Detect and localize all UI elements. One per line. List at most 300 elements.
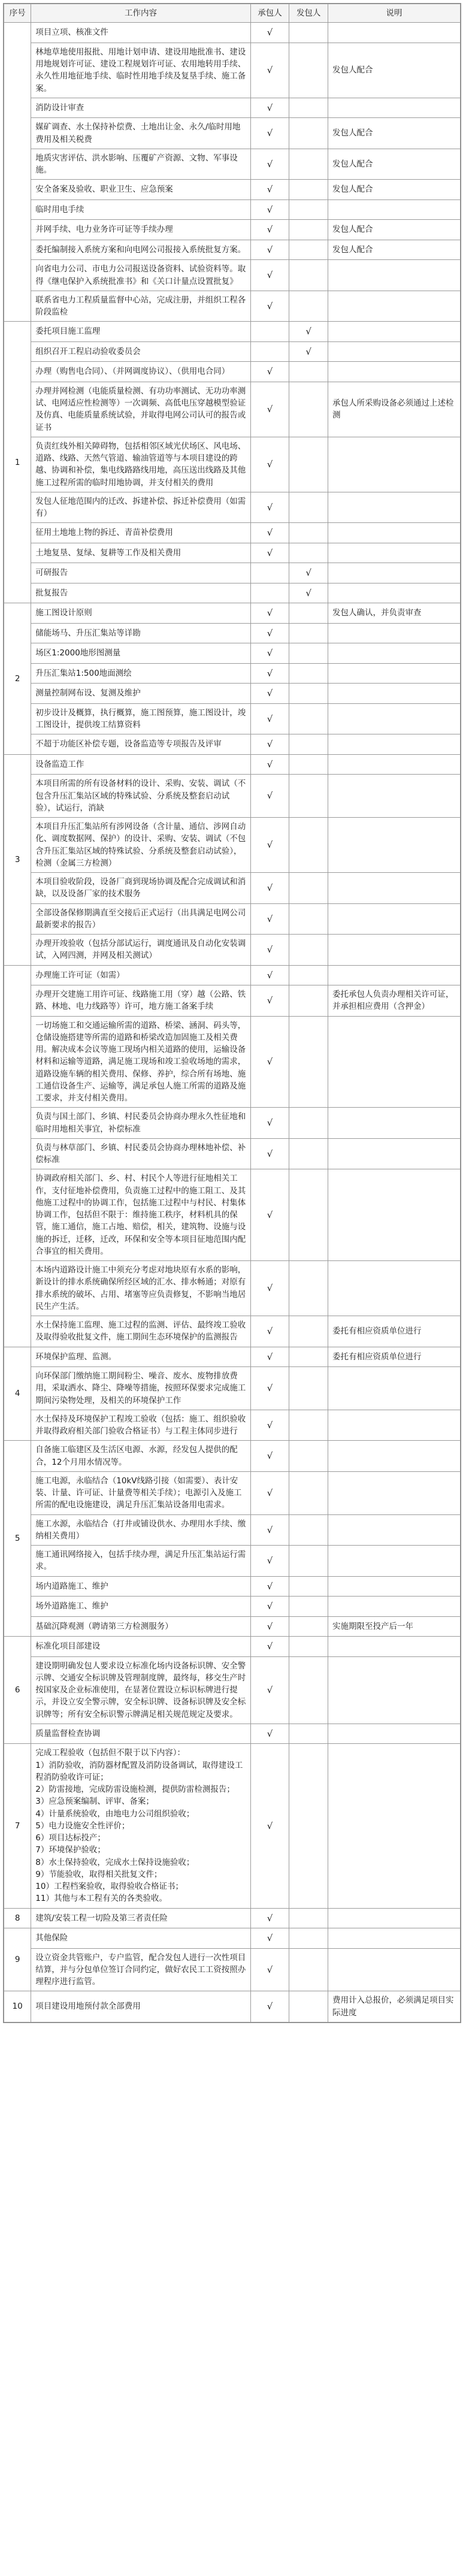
row-contractor-mark: √	[250, 362, 289, 382]
row-work-content: 建设期明确发包人要求设立标准化场内设备标识牌、安全警示牌、交通安全标识牌及管理制度牌，最终每，移交生产时按国家及企业标准使用，在显著位置设立标识标牌进行提示，并设立安全警示牌，安全标识牌、设备标识牌及安全标识牌等；所有安全标识警示牌满足相关规范规定及要求。	[31, 1656, 250, 1724]
row-work-content: 自备施工临建区及生活区电源、水源，经发包人提供的配合，12个月用水情况等。	[31, 1441, 250, 1472]
row-work-content: 媒矿调查、水土保持补偿费、土地出让金、永久/临时用地费用及相关税费	[31, 118, 250, 149]
row-contractor-mark: √	[250, 1016, 289, 1108]
row-employer-mark	[289, 23, 328, 43]
row-note: 发包人配合	[328, 149, 461, 180]
row-work-content: 不超于功能区补偿专题，设备监造等专项报告及评审	[31, 734, 250, 755]
row-contractor-mark: √	[250, 703, 289, 734]
table-row	[4, 260, 461, 291]
row-employer-mark: √	[289, 322, 328, 342]
table-row	[4, 603, 461, 624]
row-employer-mark	[289, 492, 328, 523]
row-employer-mark	[289, 118, 328, 149]
table-row	[4, 965, 461, 985]
row-employer-mark	[289, 199, 328, 220]
row-work-content: 委托编制接入系统方案和向电网公司报接入系统批复方案。	[31, 240, 250, 260]
row-note	[328, 1471, 461, 1514]
row-employer-mark	[289, 437, 328, 492]
row-note	[328, 734, 461, 755]
row-contractor-mark: √	[250, 1410, 289, 1441]
row-work-content: 组织召开工程启动验收委员会	[31, 341, 250, 362]
row-contractor-mark: √	[250, 754, 289, 775]
row-note	[328, 1441, 461, 1472]
row-seq	[4, 965, 31, 1347]
row-note	[328, 98, 461, 118]
row-note	[328, 1576, 461, 1597]
row-note: 委托承包人负责办理相关许可证，并承担相应费用（含押金）	[328, 985, 461, 1017]
row-note	[328, 322, 461, 342]
row-employer-mark	[289, 543, 328, 563]
work-division-table	[4, 4, 461, 2022]
row-work-content: 临时用电手续	[31, 199, 250, 220]
row-work-content: 场内道路施工、维护	[31, 1576, 250, 1597]
row-employer-mark	[289, 1441, 328, 1472]
row-contractor-mark: √	[250, 1471, 289, 1514]
table-row	[4, 180, 461, 200]
row-work-content: 储能场马、升压汇集站等详勘	[31, 623, 250, 643]
row-contractor-mark: √	[250, 1637, 289, 1657]
row-contractor-mark: √	[250, 873, 289, 904]
row-contractor-mark: √	[250, 43, 289, 98]
row-work-content: 本场内道路设计施工中须充分考虑对地块原有水系的影响，新设计的排水系统确保所经区域的汇水、排水畅通；对原有排水系统的破坏、占用、堵塞等应负责修复，不影响当地居民生产生活。	[31, 1261, 250, 1316]
table-row	[4, 1261, 461, 1316]
table-row	[4, 149, 461, 180]
row-seq: 10	[4, 1991, 31, 2022]
table-body	[4, 23, 461, 2022]
table-row	[4, 118, 461, 149]
row-work-content: 场区1:2000地形图测量	[31, 643, 250, 664]
row-note	[328, 775, 461, 818]
table-row	[4, 543, 461, 563]
row-contractor-mark: √	[250, 1991, 289, 2022]
row-work-content: 向省电力公司、市电力公司报送设备资料、试验资料等。取得《继电保护入系统批准书》和《关口计量点设置批复》	[31, 260, 250, 291]
header-seq: 序号	[4, 4, 31, 23]
row-note	[328, 754, 461, 775]
row-note	[328, 341, 461, 362]
row-employer-mark	[289, 703, 328, 734]
row-contractor-mark: √	[250, 23, 289, 43]
row-note: 发包人配合	[328, 220, 461, 240]
row-employer-mark	[289, 603, 328, 624]
row-work-content: 向环保部门缴纳施工期间粉尘、噪音、废水、废物排放费用，采取洒水、降尘、降噪等措施，按照环保要求完成施工期间污染物处理，及相关的环境保护工作	[31, 1367, 250, 1410]
table-row	[4, 1724, 461, 1744]
row-seq: 2	[4, 603, 31, 755]
row-note: 委托有相应资质单位进行	[328, 1347, 461, 1367]
row-work-content: 办理施工许可证（如需）	[31, 965, 250, 985]
row-work-content: 委托项目施工监理	[31, 322, 250, 342]
row-employer-mark	[289, 362, 328, 382]
table-row	[4, 1138, 461, 1169]
table-row	[4, 985, 461, 1017]
row-work-content: 环境保护监理、监测。	[31, 1347, 250, 1367]
row-seq: 3	[4, 754, 31, 965]
row-contractor-mark: √	[250, 603, 289, 624]
row-work-content: 标准化项目部建设	[31, 1637, 250, 1657]
row-note	[328, 1108, 461, 1139]
row-work-content: 场外道路施工、维护	[31, 1597, 250, 1617]
row-work-content: 完成工程验收（包括但不限于以下内容）： 1）消防验收，消防器材配置及消防设备调试，取得建设工程消防验收许可证； 2）防雷接地，完成防雷设施检测，提供防雷检测报告； 3）应急预案编制、评审、备案； 4）计量系统验收，由地电力公司组织验收； 5）电力设施安全性评价； 6）项目达标投产； 7）环境保护验收； 8）水土保持验收，完成水土保持设施验收； 9）节能验收，取得相关批复文件； 10）工程档案验收，取得验收合格证书； 11）其他与本工程有关的各类验收。	[31, 1744, 250, 1908]
table-row	[4, 623, 461, 643]
row-contractor-mark: √	[250, 985, 289, 1017]
table-row	[4, 1576, 461, 1597]
row-contractor-mark	[250, 322, 289, 342]
row-contractor-mark: √	[250, 1724, 289, 1744]
table-row	[4, 322, 461, 342]
row-employer-mark: √	[289, 563, 328, 583]
row-contractor-mark: √	[250, 291, 289, 322]
row-note	[328, 523, 461, 543]
row-contractor-mark: √	[250, 1514, 289, 1546]
row-note	[328, 260, 461, 291]
table-row	[4, 703, 461, 734]
table-row	[4, 1471, 461, 1514]
row-work-content: 办理开竣验收（包括分部试运行，调度通讯及自动化安装调试，入网四测，并网及相关测试）	[31, 935, 250, 966]
row-work-content: 施工图设计原则	[31, 603, 250, 624]
row-work-content: 办理并网检测（电能质量检测、有功功率测试、无功功率测试、电网适应性检测等）一次调频、高低电压穿越模型验证及仿真、电能质量系统试验，并取得电网公司认可的报告或证书	[31, 382, 250, 437]
row-contractor-mark: √	[250, 1367, 289, 1410]
row-note	[328, 1724, 461, 1744]
row-note	[328, 1169, 461, 1261]
row-employer-mark	[289, 903, 328, 935]
row-employer-mark	[289, 1656, 328, 1724]
row-seq: 1	[4, 322, 31, 603]
row-employer-mark	[289, 180, 328, 200]
row-work-content: 负责红线外相关障碍物，包括相邻区域光伏场区、风电场、道路、线路、天然气管道、输油管道等与本项目建设的跨越、协调和补偿，集电线路路线用地，高压送出线路及其他施工过程所需的临时用地协调，并支付相关的费用	[31, 437, 250, 492]
row-contractor-mark: √	[250, 382, 289, 437]
row-contractor-mark: √	[250, 1908, 289, 1928]
row-contractor-mark: √	[250, 199, 289, 220]
table-row	[4, 1441, 461, 1472]
row-work-content: 一切场施工和交通运输所需的道路、桥梁、涵洞、码头等，仓储设施搭建等所需的道路和桥梁改造加固施工及相关费用。解决成本会议等施工现场内相关道路的使用，运输设备材料和运输等道路，满足施工现场和竣工验收场地的需求，道路设施车辆的相关费用、保修、养护，综合所有场地、施工通信设备生产、运输等，满足承包人施工所需的道路及施工要求，并支付相关费用。	[31, 1016, 250, 1108]
row-employer-mark	[289, 775, 328, 818]
row-employer-mark	[289, 1108, 328, 1139]
row-note	[328, 965, 461, 985]
row-employer-mark	[289, 1514, 328, 1546]
row-contractor-mark: √	[250, 220, 289, 240]
row-contractor-mark: √	[250, 1597, 289, 1617]
row-work-content: 其他保险	[31, 1928, 250, 1949]
row-note	[328, 684, 461, 704]
row-employer-mark	[289, 935, 328, 966]
row-employer-mark	[289, 1744, 328, 1908]
header-note: 说明	[328, 4, 461, 23]
row-work-content: 施工通讯网络接入，包括手续办理，满足升压汇集站运行需求。	[31, 1546, 250, 1577]
row-work-content: 设立资金共管账户，专户监管，配合发包人进行一次性项目结算，并与分包单位签订合同约定，做好农民工工资按照办理程序进行监管。	[31, 1948, 250, 1991]
row-employer-mark	[289, 1546, 328, 1577]
row-work-content: 质量监督检查协调	[31, 1724, 250, 1744]
row-contractor-mark: √	[250, 543, 289, 563]
row-work-content: 土地复垦、复绿、复耕等工作及相关费用	[31, 543, 250, 563]
row-note: 承包人所采购设备必须通过上述检测	[328, 382, 461, 437]
row-work-content: 施工水源，永临结合（打井或铺设供水、办理用水手续、缴纳相关费用）	[31, 1514, 250, 1546]
row-contractor-mark: √	[250, 1441, 289, 1472]
row-employer-mark	[289, 663, 328, 684]
row-note	[328, 703, 461, 734]
row-note	[328, 873, 461, 904]
row-work-content: 办理（购售电合同）、（并网调度协议）、（供用电合同）	[31, 362, 250, 382]
row-employer-mark	[289, 291, 328, 322]
table-row	[4, 1744, 461, 1908]
table-row	[4, 663, 461, 684]
row-employer-mark	[289, 1138, 328, 1169]
row-work-content: 项目建设用地预付款全部费用	[31, 1991, 250, 2022]
row-employer-mark	[289, 43, 328, 98]
row-contractor-mark: √	[250, 1108, 289, 1139]
row-contractor-mark: √	[250, 437, 289, 492]
row-contractor-mark	[250, 563, 289, 583]
row-employer-mark	[289, 1724, 328, 1744]
row-note	[328, 1546, 461, 1577]
table-row	[4, 1637, 461, 1657]
row-note	[328, 199, 461, 220]
row-note	[328, 1637, 461, 1657]
table-row	[4, 873, 461, 904]
table-row	[4, 199, 461, 220]
row-contractor-mark	[250, 583, 289, 603]
row-employer-mark	[289, 1576, 328, 1597]
row-employer-mark	[289, 1347, 328, 1367]
row-contractor-mark: √	[250, 149, 289, 180]
table-row	[4, 903, 461, 935]
table-row	[4, 291, 461, 322]
table-row	[4, 643, 461, 664]
row-note: 发包人配合	[328, 43, 461, 98]
row-note	[328, 291, 461, 322]
table-row	[4, 734, 461, 755]
responsibility-matrix	[3, 3, 461, 2023]
row-employer-mark	[289, 1016, 328, 1108]
table-row	[4, 1546, 461, 1577]
table-row	[4, 1514, 461, 1546]
row-contractor-mark: √	[250, 1656, 289, 1724]
row-note: 发包人配合	[328, 118, 461, 149]
row-note	[328, 1656, 461, 1724]
row-contractor-mark: √	[250, 623, 289, 643]
row-seq: 7	[4, 1744, 31, 1908]
table-row	[4, 1948, 461, 1991]
row-note: 实施期限至投产后一年	[328, 1616, 461, 1637]
row-contractor-mark: √	[250, 260, 289, 291]
row-employer-mark	[289, 1597, 328, 1617]
row-contractor-mark: √	[250, 965, 289, 985]
row-employer-mark	[289, 260, 328, 291]
row-employer-mark	[289, 643, 328, 664]
table-row	[4, 563, 461, 583]
row-seq	[4, 23, 31, 322]
row-note	[328, 1410, 461, 1441]
row-contractor-mark: √	[250, 98, 289, 118]
table-row	[4, 240, 461, 260]
row-contractor-mark: √	[250, 180, 289, 200]
table-row	[4, 362, 461, 382]
row-employer-mark	[289, 149, 328, 180]
table-row	[4, 492, 461, 523]
row-note	[328, 492, 461, 523]
table-row	[4, 818, 461, 873]
row-contractor-mark: √	[250, 1169, 289, 1261]
row-employer-mark	[289, 1367, 328, 1410]
row-work-content: 升压汇集站1:500地面测绘	[31, 663, 250, 684]
row-employer-mark	[289, 1471, 328, 1514]
header-contractor: 承包人	[250, 4, 289, 23]
row-work-content: 安全备案及验收、职业卫生、应急预案	[31, 180, 250, 200]
row-contractor-mark: √	[250, 1928, 289, 1949]
row-contractor-mark: √	[250, 523, 289, 543]
row-note: 费用计入总报价，必须满足项目实际进度	[328, 1991, 461, 2022]
row-note	[328, 563, 461, 583]
row-contractor-mark: √	[250, 663, 289, 684]
row-note	[328, 818, 461, 873]
row-note: 发包人配合	[328, 240, 461, 260]
row-note	[328, 1928, 461, 1949]
row-work-content: 地质灾害评估、洪水影响、压覆矿产资源、文物、军事设施。	[31, 149, 250, 180]
row-employer-mark	[289, 873, 328, 904]
row-employer-mark	[289, 734, 328, 755]
table-row	[4, 1367, 461, 1410]
row-work-content: 项目立项、核准文件	[31, 23, 250, 43]
table-row	[4, 775, 461, 818]
row-work-content: 负责与林草部门、乡镇、村民委员会协商办理林地补偿、补偿标准	[31, 1138, 250, 1169]
row-work-content: 基础沉降观测（聘请第三方检测服务）	[31, 1616, 250, 1637]
row-work-content: 并网手续、电力业务许可证等手续办理	[31, 220, 250, 240]
row-employer-mark	[289, 965, 328, 985]
row-contractor-mark: √	[250, 1616, 289, 1637]
row-contractor-mark: √	[250, 643, 289, 664]
table-row	[4, 220, 461, 240]
row-note	[328, 23, 461, 43]
row-contractor-mark: √	[250, 1261, 289, 1316]
row-work-content: 本项目验收阶段，设备厂商到现场协调及配合完成调试和消缺，以及设备厂家的技术服务	[31, 873, 250, 904]
row-contractor-mark: √	[250, 1316, 289, 1347]
row-contractor-mark: √	[250, 492, 289, 523]
row-note	[328, 663, 461, 684]
table-row	[4, 754, 461, 775]
row-seq: 9	[4, 1928, 31, 1991]
table-row	[4, 437, 461, 492]
row-work-content: 办理开交建施工用许可证、线路施工用（穿）越（公路、铁路、林地、电力线路等）许可，地方施工备案手续	[31, 985, 250, 1017]
row-employer-mark	[289, 1928, 328, 1949]
table-row	[4, 1016, 461, 1108]
row-contractor-mark: √	[250, 1576, 289, 1597]
row-work-content: 消防设计审查	[31, 98, 250, 118]
table-row	[4, 341, 461, 362]
row-work-content: 测量控制网布设、复测及维护	[31, 684, 250, 704]
row-employer-mark	[289, 1908, 328, 1928]
table-row	[4, 1316, 461, 1347]
row-work-content: 水土保持施工监理、施工过程的监测、评估、最终竣工验收及取得验收批复文件，施工期间生态环境保护的监测报告	[31, 1316, 250, 1347]
row-contractor-mark: √	[250, 1744, 289, 1908]
header-work: 工作内容	[31, 4, 250, 23]
table-row	[4, 1928, 461, 1949]
row-note	[328, 1514, 461, 1546]
header-employer: 发包人	[289, 4, 328, 23]
row-employer-mark	[289, 1261, 328, 1316]
table-row	[4, 1656, 461, 1724]
row-contractor-mark: √	[250, 1948, 289, 1991]
row-note	[328, 1597, 461, 1617]
row-seq: 4	[4, 1347, 31, 1441]
row-seq: 5	[4, 1441, 31, 1637]
row-note	[328, 1138, 461, 1169]
row-work-content: 可研报告	[31, 563, 250, 583]
row-work-content: 协调政府相关部门、乡、村、村民个人等进行征地相关工作，支付征地补偿费用，负责施工过程中的施工阻工、及其他施工过程中的协调工作，包括施工过程中与村民、村集体协调工作，包括但不限于：维持施工秩序，材料机具的保管，施工通信，施工占地、赔偿，相关，建筑物、设施与设施的拆迁，迁移，迁改，环保和安全等本项目征地范围内配合事宜的相关费用。	[31, 1169, 250, 1261]
table-row	[4, 523, 461, 543]
row-seq: 8	[4, 1908, 31, 1928]
table-row	[4, 98, 461, 118]
row-employer-mark	[289, 98, 328, 118]
table-row	[4, 935, 461, 966]
table-row	[4, 1347, 461, 1367]
row-note	[328, 1948, 461, 1991]
row-employer-mark	[289, 220, 328, 240]
row-employer-mark	[289, 1948, 328, 1991]
row-contractor-mark: √	[250, 818, 289, 873]
row-employer-mark	[289, 1410, 328, 1441]
row-work-content: 建筑/安装工程一切险及第三者责任险	[31, 1908, 250, 1928]
table-row	[4, 43, 461, 98]
row-note: 发包人配合	[328, 180, 461, 200]
row-work-content: 设备监造工作	[31, 754, 250, 775]
table-row	[4, 1616, 461, 1637]
row-employer-mark	[289, 754, 328, 775]
row-contractor-mark: √	[250, 903, 289, 935]
table-row	[4, 1908, 461, 1928]
row-contractor-mark: √	[250, 118, 289, 149]
row-note	[328, 643, 461, 664]
row-contractor-mark	[250, 341, 289, 362]
row-work-content: 负责与国土部门、乡镇、村民委员会协商办理永久性征地和临时用地相关事宜，补偿标准	[31, 1108, 250, 1139]
row-note	[328, 362, 461, 382]
row-contractor-mark: √	[250, 240, 289, 260]
row-contractor-mark: √	[250, 775, 289, 818]
table-row	[4, 382, 461, 437]
row-work-content: 林地草地使用报批、用地计划申请、建设用地批准书、建设用地规划许可证、建设工程规划许可证、农用地转用手续、永久性用地征地手续、临时性用地手续及复垦手续、施工备案。	[31, 43, 250, 98]
row-work-content: 联系省电力工程质量监督中心站，完成注册，并组织工程各阶段监检	[31, 291, 250, 322]
row-employer-mark	[289, 1637, 328, 1657]
row-employer-mark	[289, 985, 328, 1017]
table-row	[4, 684, 461, 704]
row-work-content: 本项目升压汇集站所有涉网设备（含计量、通信、涉网自动化、调度数据网、保护）的设计、采购、安装、调试（不包含升压汇集站区域的特殊试验、分系统及整套启动试验），检测（金属三方检测）	[31, 818, 250, 873]
row-work-content: 批复报告	[31, 583, 250, 603]
row-seq: 6	[4, 1637, 31, 1744]
table-row	[4, 23, 461, 43]
row-note	[328, 935, 461, 966]
row-employer-mark	[289, 623, 328, 643]
row-note	[328, 1367, 461, 1410]
row-employer-mark	[289, 1991, 328, 2022]
row-work-content: 初步设计及概算，执行概算，施工图预算，施工图设计，竣工图设计，提供竣工结算资料	[31, 703, 250, 734]
row-note	[328, 1016, 461, 1108]
row-note	[328, 437, 461, 492]
row-employer-mark	[289, 1316, 328, 1347]
row-employer-mark	[289, 382, 328, 437]
row-employer-mark: √	[289, 583, 328, 603]
row-work-content: 水土保持及环境保护工程竣工验收（包括：施工、组织验收并取得政府相关部门验收合格证书）与工程主体同步进行	[31, 1410, 250, 1441]
table-row	[4, 1410, 461, 1441]
row-contractor-mark: √	[250, 684, 289, 704]
row-work-content: 本项目所需的所有设备材料的设计、采购、安装、调试（不包含升压汇集站区域的特殊试验、分系统及整套启动试验），试运行，消缺	[31, 775, 250, 818]
row-note	[328, 543, 461, 563]
table-row	[4, 1169, 461, 1261]
row-employer-mark	[289, 684, 328, 704]
table-row	[4, 1597, 461, 1617]
row-contractor-mark: √	[250, 1347, 289, 1367]
row-note	[328, 1261, 461, 1316]
table-row	[4, 583, 461, 603]
row-employer-mark: √	[289, 341, 328, 362]
row-employer-mark	[289, 240, 328, 260]
row-employer-mark	[289, 1169, 328, 1261]
